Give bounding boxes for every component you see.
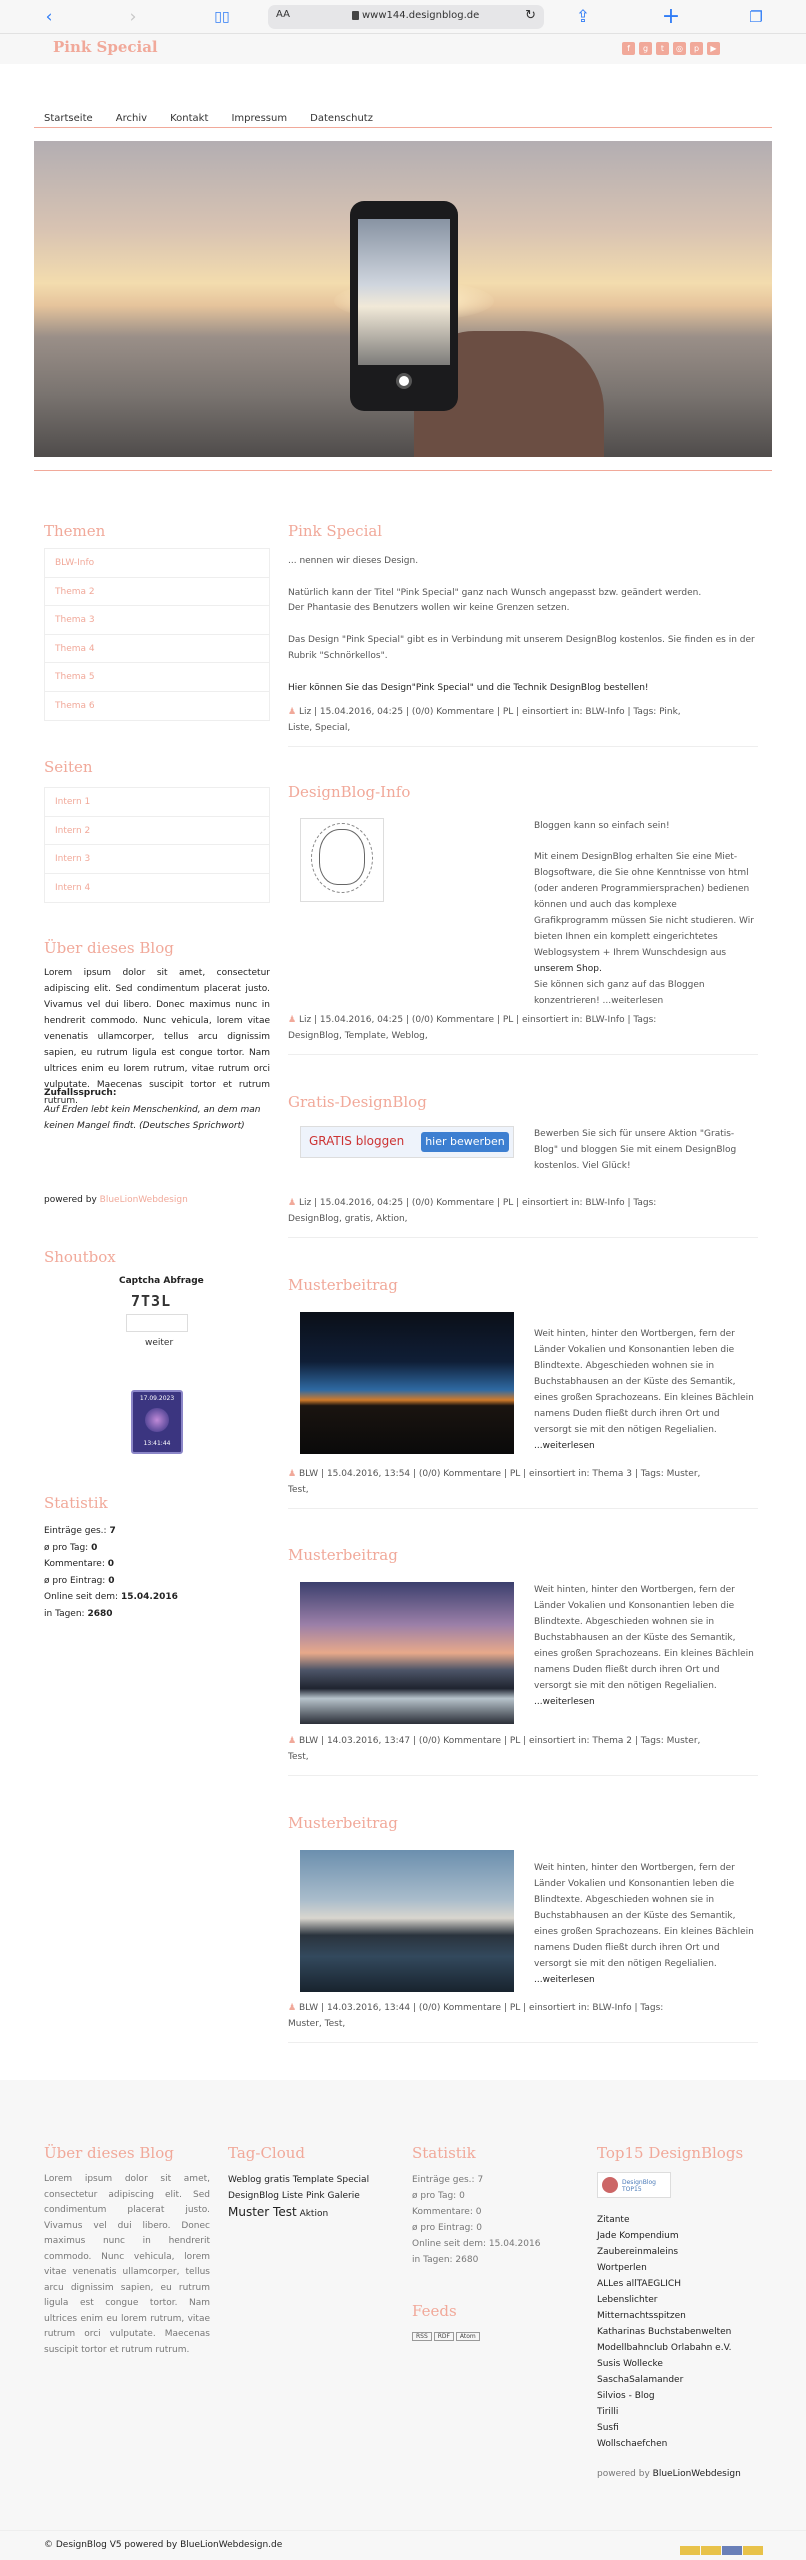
footer-stat: ø pro Tag: 0 [412, 2191, 465, 2201]
post-divider [288, 746, 758, 747]
top15-item[interactable]: Silvios - Blog [597, 2391, 655, 2401]
header-image [34, 141, 772, 457]
post-title[interactable]: DesignBlog-Info [288, 783, 411, 801]
captcha-image: 7T3L [131, 1292, 172, 1310]
hero-divider [34, 470, 772, 471]
post-line: versorgt sie mit den nötigen Regelialien. [534, 1425, 717, 1435]
url-text[interactable]: www144.designblog.de [362, 10, 480, 21]
stat-value: 2680 [87, 1608, 113, 1619]
post-line: Bewerben Sie sich für unsere Aktion "Gratis- [534, 1129, 735, 1139]
banner-left-text: GRATIS bloggen [309, 1134, 405, 1148]
powered-link[interactable]: BlueLionWebdesign [99, 1195, 188, 1205]
top15-item[interactable]: ALLes allTAEGLICH [597, 2279, 681, 2289]
post-meta-tags[interactable]: Test, [288, 1485, 309, 1495]
camera-shutter-icon [396, 373, 412, 389]
post-meta-tags[interactable]: Muster, Test, [288, 2019, 346, 2029]
post-line: Grafikprogramm müssen Sie nicht studieren. Wir [534, 916, 754, 926]
address-bar[interactable] [268, 5, 544, 29]
user-icon: ♟ [288, 707, 299, 717]
youtube-icon[interactable]: ▶ [707, 42, 720, 55]
stat-value: 15.04.2016 [120, 1592, 178, 1602]
nav-item-archiv[interactable]: Archiv [115, 113, 148, 124]
back-icon[interactable]: ‹ [45, 7, 53, 27]
footer-about-title: Über dieses Blog [44, 2144, 174, 2162]
post-meta [288, 1733, 758, 1749]
top15-item[interactable]: Jade Kompendium [597, 2231, 679, 2241]
rss-feed-button[interactable]: RSS [412, 2332, 432, 2341]
pinterest-icon[interactable]: p [690, 42, 703, 55]
user-icon: ♟ [288, 1469, 299, 1479]
about-text: Lorem ipsum dolor sit amet, consectetur adipiscing elit. Sed condimentum placerat justo. Vivamus vel dui libero. Donec maximus nunc in hendrerit commodo. Nunc vehicula, lorem vitae venenatis ullamcorper, tellus arcu dignissim sapien, eu rutrum ligula est congue tortor. Nam ultrices enim eu lorem rutrum, vitae rutrum orci vulputate. Maecenas suscipit tortor et rutrum rutrum. [44, 968, 270, 1106]
post-title[interactable]: Musterbeitrag [288, 1546, 398, 1564]
rdf-feed-button[interactable]: RDF [434, 2332, 454, 2341]
copyright-bar [0, 2530, 806, 2560]
top15-item[interactable]: Mitternachtsspitzen [597, 2311, 686, 2321]
css-badge-icon[interactable] [680, 2546, 700, 2555]
tag-small[interactable]: Aktion [299, 2209, 329, 2219]
post-divider [288, 2042, 758, 2043]
facebook-icon[interactable]: f [622, 42, 635, 55]
seiten-item[interactable]: Intern 3 [45, 845, 269, 874]
nav-item-impressum[interactable]: Impressum [231, 113, 288, 124]
about-title: Über dieses Blog [44, 939, 174, 957]
post-line: Buchstabhausen an der Küste des Semantik, [534, 1911, 736, 1921]
hair-sketch [311, 823, 373, 893]
footer-stat: in Tagen: 2680 [412, 2255, 479, 2265]
themen-item[interactable]: Thema 5 [45, 663, 269, 692]
post-meta-line[interactable]: Liz | 15.04.2016, 04:25 | (0/0) Kommentare | PL | einsortiert in: BLW-Info | Tags: Pink, [298, 707, 681, 717]
post-line: Weblogsystem + Ihrem Wunschdesign aus [534, 948, 727, 958]
post-line: Blog" und bloggen Sie mit einem DesignBlog [534, 1145, 737, 1155]
post-line: Weit hinten, hinter den Wortbergen, fern der [534, 1585, 735, 1595]
top15-item[interactable]: Zaubereinmaleins [597, 2247, 679, 2257]
user-icon: ♟ [288, 1198, 299, 1208]
mascot-icon [602, 2177, 618, 2193]
flower-icon [145, 1408, 169, 1432]
stat-label: Kommentare: [44, 1559, 105, 1569]
post-meta [288, 1195, 758, 1211]
post-line: Blindtexte. Abgeschieden wohnen sie in [534, 1361, 715, 1371]
clock-badge [131, 1390, 183, 1454]
top15-item[interactable]: Katharinas Buchstabenwelten [597, 2327, 732, 2337]
feeds-title: Feeds [412, 2302, 457, 2320]
top15-title: Top15 DesignBlogs [597, 2144, 744, 2162]
feeds [412, 2333, 480, 2340]
post-line[interactable]: konzentrieren! ...weiterlesen [534, 996, 664, 1006]
seiten-list [44, 787, 270, 903]
badge-date: 17.09.2023 [139, 1395, 175, 1402]
post-line: eines großen Sprachozeans. Ein kleines Bächlein [534, 1927, 754, 1937]
seiten-item[interactable]: Intern 2 [45, 817, 269, 846]
stat-value: 0 [108, 1575, 115, 1586]
post-line: Mit einem DesignBlog erhalten Sie eine Miet- [534, 852, 738, 862]
tag-line[interactable]: DesignBlog Liste Pink Galerie [228, 2191, 360, 2201]
post-title[interactable]: Musterbeitrag [288, 1276, 398, 1294]
powered-label: powered by [597, 2469, 650, 2479]
footer-stat: Einträge ges.: 7 [412, 2175, 484, 2185]
post-meta [288, 1012, 758, 1028]
top15-item[interactable]: Modellbahnclub Orlabahn e.V. [597, 2343, 732, 2353]
themen-item[interactable]: BLW-Info [45, 549, 269, 578]
powered-by [44, 1195, 188, 1205]
post-line: Natürlich kann der Titel "Pink Special" ganz nach Wunsch angepasst bzw. geändert werden. [288, 588, 702, 598]
post-excerpt [534, 1860, 754, 1988]
atom-feed-button[interactable]: Atom [456, 2332, 480, 2341]
post-line: Blogsoftware, die Sie ohne Kenntnisse von html [534, 868, 749, 878]
seiten-title: Seiten [44, 758, 93, 776]
post-sketch-image [300, 818, 384, 902]
tag-cloud [228, 2172, 398, 2222]
post-meta [288, 2000, 758, 2016]
top15-item[interactable]: Wollschaefchen [597, 2439, 668, 2449]
tabs-icon[interactable]: ❐ [749, 8, 763, 26]
smartphone-image [350, 201, 458, 411]
w3c-badge-icon[interactable] [722, 2546, 742, 2555]
post-line[interactable]: unserem Shop. [534, 964, 602, 974]
post-line: namens Duden fließt durch ihren Ort und [534, 1665, 720, 1675]
stat-label: ø pro Eintrag: [44, 1575, 106, 1586]
post-thumbnail-night[interactable] [300, 1312, 514, 1454]
lock-icon [352, 11, 359, 20]
powered-link[interactable]: BlueLionWebdesign [652, 2469, 741, 2479]
post-meta-line[interactable]: BLW | 14.03.2016, 13:47 | (0/0) Kommentare | PL | einsortiert in: Thema 2 | Tags: Muster, [298, 1736, 701, 1746]
browser-toolbar [0, 0, 806, 34]
badge-time: 13:41:44 [143, 1440, 171, 1447]
post-title[interactable]: Pink Special [288, 522, 383, 540]
reader-aa-button[interactable]: AA [276, 9, 290, 20]
post-meta-line[interactable]: BLW | 14.03.2016, 13:44 | (0/0) Kommentare | PL | einsortiert in: BLW-Info | Tags: [298, 2003, 664, 2013]
post-line: Der Phantasie des Benutzers wollen wir keine Grenzen setzen. [288, 603, 570, 613]
validator-badges [680, 2540, 766, 2550]
instagram-icon[interactable]: ◎ [673, 42, 686, 55]
post-meta-tags[interactable]: Liste, Special, [288, 723, 351, 733]
top15-item[interactable]: Lebenslichter [597, 2295, 658, 2305]
top15-item[interactable]: SaschaSalamander [597, 2375, 684, 2385]
seiten-item[interactable]: Intern 4 [55, 882, 91, 893]
post-meta-line[interactable]: Liz | 15.04.2016, 04:25 | (0/0) Kommentare | PL | einsortiert in: BLW-Info | Tags: [298, 1198, 657, 1208]
rss-badge-icon[interactable] [743, 2546, 763, 2555]
quote-label: Zufallsspruch: [44, 1088, 117, 1098]
seiten-item[interactable]: Intern 1 [45, 788, 269, 817]
nav-item-kontakt[interactable]: Kontakt [170, 113, 209, 124]
post-line: (oder anderen Programmiersprachen) bedienen [534, 884, 750, 894]
post-line: Sie können sich ganz auf das Bloggen [534, 980, 705, 990]
captcha-input[interactable] [126, 1314, 188, 1332]
post-line: Bloggen kann so einfach sein! [534, 821, 670, 831]
post-divider [288, 1237, 758, 1238]
post-title[interactable]: Gratis-DesignBlog [288, 1093, 427, 1111]
top15-item[interactable]: Wortperlen [597, 2263, 647, 2273]
read-more-link[interactable]: ...weiterlesen [534, 1441, 595, 1451]
post-meta [288, 704, 758, 720]
site-header [0, 34, 806, 64]
post-line: namens Duden fließt durch ihren Ort und [534, 1409, 720, 1419]
post-line: Blindtexte. Abgeschieden wohnen sie in [534, 1895, 715, 1905]
captcha-submit-button[interactable]: weiter [145, 1338, 174, 1348]
footer-about-text: Lorem ipsum dolor sit amet, consectetur adipiscing elit. Sed condimentum placerat justo. Vivamus vel dui libero. Donec maximus nunc in hendrerit commodo. Nunc vehicula, lorem vitae venenatis ullamcorper, tellus arcu dignissim sapien, eu rutrum ligula est congue tortor. Nam ultrices enim eu lorem rutrum, vitae rutrum orci vulputate. Maecenas suscipit tortor et rutrum rutrum. [44, 2174, 210, 2355]
captcha-label: Captcha Abfrage [119, 1276, 204, 1286]
nav-item-datenschutz[interactable]: Datenschutz [310, 113, 373, 124]
post-line: Länder Vokalien und Konsonantien leben die [534, 1345, 735, 1355]
post-line: eines großen Sprachozeans. Ein kleines Bächlein [534, 1393, 754, 1403]
tag-line[interactable]: Weblog gratis Template Special [228, 2175, 370, 2185]
themen-item[interactable]: Thema 2 [45, 578, 269, 607]
top15-list [597, 2212, 731, 2452]
html-badge-icon[interactable] [701, 2546, 721, 2555]
tag-big[interactable]: Muster Test [228, 2205, 297, 2219]
post-line: Buchstabhausen an der Küste des Semantik, [534, 1633, 736, 1643]
user-icon: ♟ [288, 2003, 299, 2013]
post-divider [288, 1508, 758, 1509]
copyright-text[interactable]: © DesignBlog V5 powered by BlueLionWebdesign.de [44, 2540, 283, 2550]
top15-logo[interactable] [597, 2172, 671, 2198]
post-line: Weit hinten, hinter den Wortbergen, fern der [534, 1863, 735, 1873]
stat-label: ø pro Tag: [44, 1542, 89, 1553]
themen-title: Themen [44, 522, 106, 540]
top15-item[interactable]: Susis Wollecke [597, 2359, 663, 2369]
post-divider [288, 1775, 758, 1776]
footer-powered-by [597, 2469, 741, 2479]
bookmarks-icon[interactable]: ▯▯ [214, 9, 230, 25]
google-plus-icon[interactable]: g [639, 42, 652, 55]
post-excerpt [534, 849, 754, 1009]
nav-divider [34, 127, 772, 128]
top15-item[interactable]: Susfi [597, 2423, 619, 2433]
post-meta-line[interactable]: BLW | 15.04.2016, 13:54 | (0/0) Kommentare | PL | einsortiert in: Thema 3 | Tags: Muster, [298, 1469, 701, 1479]
post-thumbnail-skyline[interactable] [300, 1850, 514, 1992]
post-line: versorgt sie mit den nötigen Regelialien. [534, 1959, 717, 1969]
footer [0, 2080, 806, 2530]
themen-list [44, 548, 270, 721]
post-line: Das Design "Pink Special" gibt es in Verbindung mit unserem DesignBlog kostenlos. Sie finden es in der [288, 635, 755, 645]
post-line: Rubrik "Schnörkellos". [288, 651, 388, 661]
stat-value: 0 [107, 1559, 114, 1569]
post-meta-line[interactable]: Liz | 15.04.2016, 04:25 | (0/0) Kommentare | PL | einsortiert in: BLW-Info | Tags: [298, 1015, 657, 1025]
top15-item[interactable]: Zitante [597, 2215, 630, 2225]
post-line: namens Duden fließt durch ihren Ort und [534, 1943, 720, 1953]
stats-title: Statistik [44, 1494, 108, 1512]
post-line: können und auch das komplexe [534, 900, 677, 910]
gratis-banner[interactable] [300, 1126, 514, 1158]
themen-item[interactable]: Thema 3 [45, 606, 269, 635]
stat-label: Einträge ges.: [44, 1526, 107, 1536]
post-line: eines großen Sprachozeans. Ein kleines Bächlein [534, 1649, 754, 1659]
new-tab-icon[interactable]: + [661, 4, 681, 29]
stat-value: 7 [109, 1526, 116, 1536]
stat-value: 0 [91, 1542, 98, 1553]
site-title[interactable]: Pink Special [53, 38, 158, 56]
footer-stat: ø pro Eintrag: 0 [412, 2223, 482, 2233]
footer-stats [412, 2172, 540, 2268]
shoutbox-title: Shoutbox [44, 1248, 116, 1266]
post-divider [288, 1054, 758, 1055]
phone-screen [358, 219, 450, 365]
share-icon[interactable]: ⇪ [575, 7, 591, 27]
footer-stats-title: Statistik [412, 2144, 476, 2162]
stats-list [44, 1523, 178, 1622]
themen-item[interactable]: Thema 4 [45, 635, 269, 664]
footer-stat: Online seit dem: 15.04.2016 [412, 2239, 541, 2249]
main-nav [44, 106, 391, 125]
post-meta-tags[interactable]: DesignBlog, gratis, Aktion, [288, 1214, 408, 1224]
themen-item[interactable]: Thema 6 [55, 700, 95, 711]
post-excerpt [534, 1582, 754, 1710]
post-line: Länder Vokalien und Konsonantien leben die [534, 1601, 735, 1611]
tag-cloud-title: Tag-Cloud [228, 2144, 306, 2162]
reload-icon[interactable]: ↻ [525, 8, 536, 23]
nav-item-startseite[interactable]: Startseite [44, 113, 93, 124]
quote-text: Auf Erden lebt kein Menschenkind, an dem man keinen Mangel findt. (Deutsches Sprichwort) [44, 1105, 261, 1131]
powered-label: powered by [44, 1195, 97, 1205]
post-title[interactable]: Musterbeitrag [288, 1814, 398, 1832]
post-line[interactable]: Hier können Sie das Design"Pink Special" und die Technik DesignBlog bestellen! [288, 683, 649, 693]
post-line: versorgt sie mit den nötigen Regelialien. [534, 1681, 717, 1691]
footer-stat: Kommentare: 0 [412, 2207, 482, 2217]
banner-right-text: hier bewerben [421, 1132, 509, 1152]
post-line: Blindtexte. Abgeschieden wohnen sie in [534, 1617, 715, 1627]
top15-logo-text: DesignBlog TOP15 [622, 2179, 656, 2193]
post-line: Buchstabhausen an der Küste des Semantik, [534, 1377, 736, 1387]
post-line: Länder Vokalien und Konsonantien leben die [534, 1879, 735, 1889]
post-line: kostenlos. Viel Glück! [534, 1161, 631, 1171]
post-meta [288, 1466, 758, 1482]
post-line: bieten Ihnen ein komplett eingerichtetes [534, 932, 718, 942]
post-thumbnail-sunset[interactable] [300, 1582, 514, 1724]
stat-label: Online seit dem: [44, 1592, 119, 1602]
read-more-link[interactable]: ...weiterlesen [534, 1975, 595, 1985]
user-icon: ♟ [288, 1736, 299, 1746]
forward-icon[interactable]: › [129, 7, 137, 27]
post-meta-tags[interactable]: Test, [288, 1752, 309, 1762]
stat-label: in Tagen: [44, 1608, 85, 1619]
post-excerpt [534, 1326, 754, 1454]
read-more-link[interactable]: ...weiterlesen [534, 1697, 595, 1707]
user-icon: ♟ [288, 1015, 299, 1025]
post-line: Weit hinten, hinter den Wortbergen, fern der [534, 1329, 735, 1339]
twitter-icon[interactable]: t [656, 42, 669, 55]
post-line: ... nennen wir dieses Design. [288, 556, 419, 566]
post-meta-tags[interactable]: DesignBlog, Template, Weblog, [288, 1031, 428, 1041]
post-excerpt [534, 1126, 736, 1174]
top15-item[interactable]: Tirilli [597, 2407, 619, 2417]
